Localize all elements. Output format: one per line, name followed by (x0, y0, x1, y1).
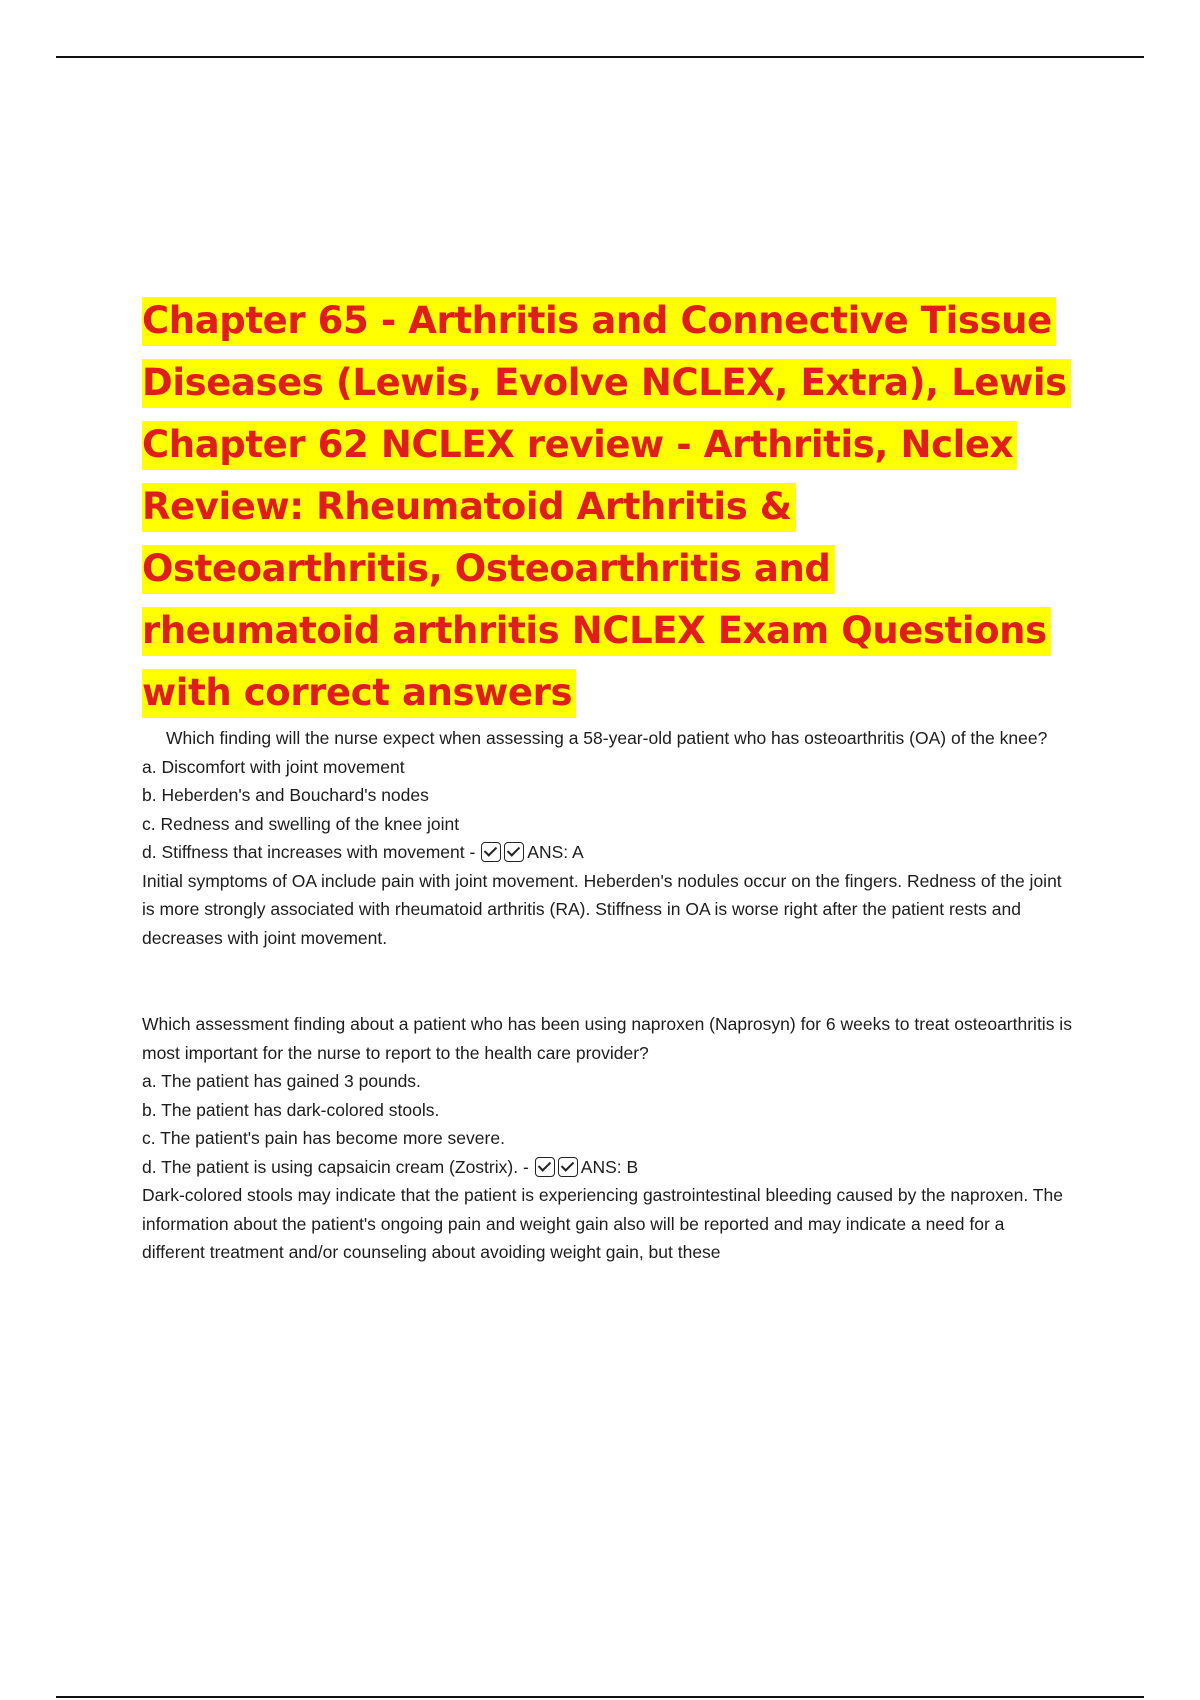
option-d: d. The patient is using capsaicin cream (Zostrix). - (142, 1156, 529, 1177)
rationale: Initial symptoms of OA include pain with joint movement. Heberden's nodules occur on the fingers. Redness of the joint is more strongly associated with rheumatoid arthritis (RA). Stiffness in OA is worse right after the patient rests and decreases with joint movement. (142, 870, 1062, 948)
option-c: c. Redness and swelling of the knee joint (142, 813, 460, 834)
option-d-with-answer (142, 838, 1072, 867)
question-2 (142, 1010, 1072, 1267)
option-d-with-answer (142, 1153, 1072, 1182)
answer-label: ANS: A (527, 842, 584, 862)
option-b: b. Heberden's and Bouchard's nodes (142, 785, 429, 805)
answer-label: ANS: B (580, 1156, 639, 1177)
bottom-rule (56, 1696, 1144, 1698)
question-stem: Which finding will the nurse expect when assessing a 58-year-old patient who has osteoarthritis (OA) of the knee? (166, 728, 1048, 748)
document-title: Chapter 65 - Arthritis and Connective Tissue Diseases (Lewis, Evolve NCLEX, Extra), Lewis Chapter 62 NCLEX review - Arthritis, Nclex Review: Rheumatoid Arthritis & Osteoarthritis, Osteoarthritis and rheumatoid arthritis NCLEX Exam Questions with correct answers (142, 290, 1072, 724)
checkbox-icon (504, 842, 524, 862)
document-body (142, 290, 1072, 1267)
top-rule (56, 56, 1144, 58)
checkbox-icon (481, 842, 501, 862)
option-a: a. The patient has gained 3 pounds. (142, 1071, 421, 1091)
checkbox-icon (558, 1157, 578, 1177)
option-d: d. Stiffness that increases with movement - (142, 842, 476, 862)
rationale: Dark-colored stools may indicate that the patient is experiencing gastrointestinal bleeding caused by the naproxen. The information about the patient's ongoing pain and weight gain also will be reported and may indicate a need for a different treatment and/or counseling about avoiding weight gain, but these (142, 1185, 1063, 1262)
option-c: c. The patient's pain has become more severe. (142, 1128, 505, 1148)
checkbox-icon (535, 1157, 555, 1177)
question-1 (142, 724, 1072, 952)
option-b: b. The patient has dark-colored stools. (142, 1099, 440, 1120)
question-stem: Which assessment finding about a patient who has been using naproxen (Naprosyn) for 6 weeks to treat osteoarthritis is most important for the nurse to report to the health care provider? (142, 1014, 1072, 1063)
option-a: a. Discomfort with joint movement (142, 756, 405, 777)
